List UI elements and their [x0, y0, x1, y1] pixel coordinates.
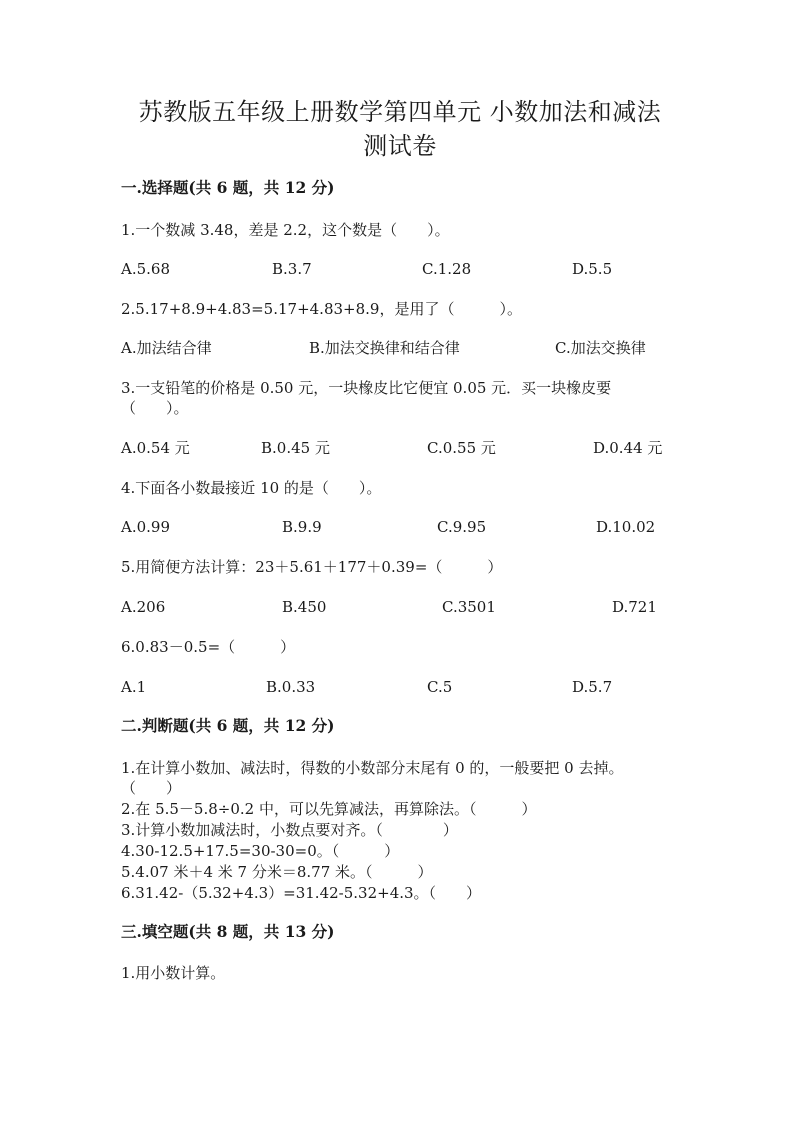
option-c: C.5 — [427, 678, 453, 696]
question-text: 4.下面各小数最接近 10 的是（ ）。 — [121, 479, 382, 497]
option-b: B.0.45 元 — [261, 439, 330, 457]
option-c: C.0.55 元 — [427, 439, 496, 457]
option-d: D.5.5 — [572, 260, 613, 278]
option-b: B.450 — [282, 598, 327, 616]
option-b: B.9.9 — [282, 518, 322, 536]
option-a: A.5.68 — [121, 260, 170, 278]
option-a: A.206 — [121, 598, 166, 616]
section-heading-fill-blank: 三.填空题(共 8 题，共 13 分) — [121, 922, 335, 941]
section-heading-choice: 一.选择题(共 6 题，共 12 分) — [121, 178, 335, 197]
fill-blank-item: 1.用小数计算。 — [121, 964, 226, 982]
option-a: A.1 — [121, 678, 147, 696]
section-heading-judgement: 二.判断题(共 6 题，共 12 分) — [121, 716, 335, 735]
option-c: C.3501 — [442, 598, 496, 616]
statement-item: 2.在 5.5－5.8÷0.2 中，可以先算减法，再算除法。（ ） — [121, 800, 537, 818]
statement-item: 4.30-12.5+17.5=30-30=0。（ ） — [121, 842, 400, 860]
statement-item: 6.31.42-（5.32+4.3）=31.42-5.32+4.3。（ ） — [121, 884, 482, 902]
question-text: 1.一个数减 3.48，差是 2.2，这个数是（ ）。 — [121, 221, 450, 239]
option-d: D.10.02 — [596, 518, 656, 536]
option-b: B.3.7 — [272, 260, 312, 278]
option-a: A.0.99 — [121, 518, 170, 536]
option-a: A.0.54 元 — [121, 439, 190, 457]
question-text: 6.0.83－0.5=（ ） — [121, 638, 296, 656]
option-c: C.加法交换律 — [555, 339, 646, 357]
question-text-continued: （ ）。 — [121, 399, 189, 417]
option-d: D.0.44 元 — [593, 439, 663, 457]
question-text: 2.5.17+8.9+4.83=5.17+4.83+8.9，是用了（ ）。 — [121, 300, 522, 318]
statement-item: 3.计算小数加减法时，小数点要对齐。（ ） — [121, 821, 458, 839]
option-d: D.5.7 — [572, 678, 613, 696]
question-text: 5.用简便方法计算：23＋5.61＋177＋0.39=（ ） — [121, 558, 503, 576]
exam-title-line1: 苏教版五年级上册数学第四单元 小数加法和减法 — [138, 98, 662, 126]
option-c: C.1.28 — [422, 260, 472, 278]
option-b: B.加法交换律和结合律 — [309, 339, 460, 357]
statement-item: 1.在计算小数加、减法时，得数的小数部分末尾有 0 的，一般要把 0 去掉。 — [121, 759, 624, 777]
exam-title-line2: 测试卷 — [363, 132, 437, 160]
question-text: 3.一支铅笔的价格是 0.50 元，一块橡皮比它便宜 0.05 元．买一块橡皮要 — [121, 379, 612, 397]
option-c: C.9.95 — [437, 518, 487, 536]
statement-item: 5.4.07 米＋4 米 7 分米＝8.77 米。（ ） — [121, 863, 433, 881]
option-b: B.0.33 — [266, 678, 316, 696]
option-a: A.加法结合律 — [121, 339, 212, 357]
statement-item: （ ） — [121, 779, 182, 797]
option-d: D.721 — [612, 598, 657, 616]
